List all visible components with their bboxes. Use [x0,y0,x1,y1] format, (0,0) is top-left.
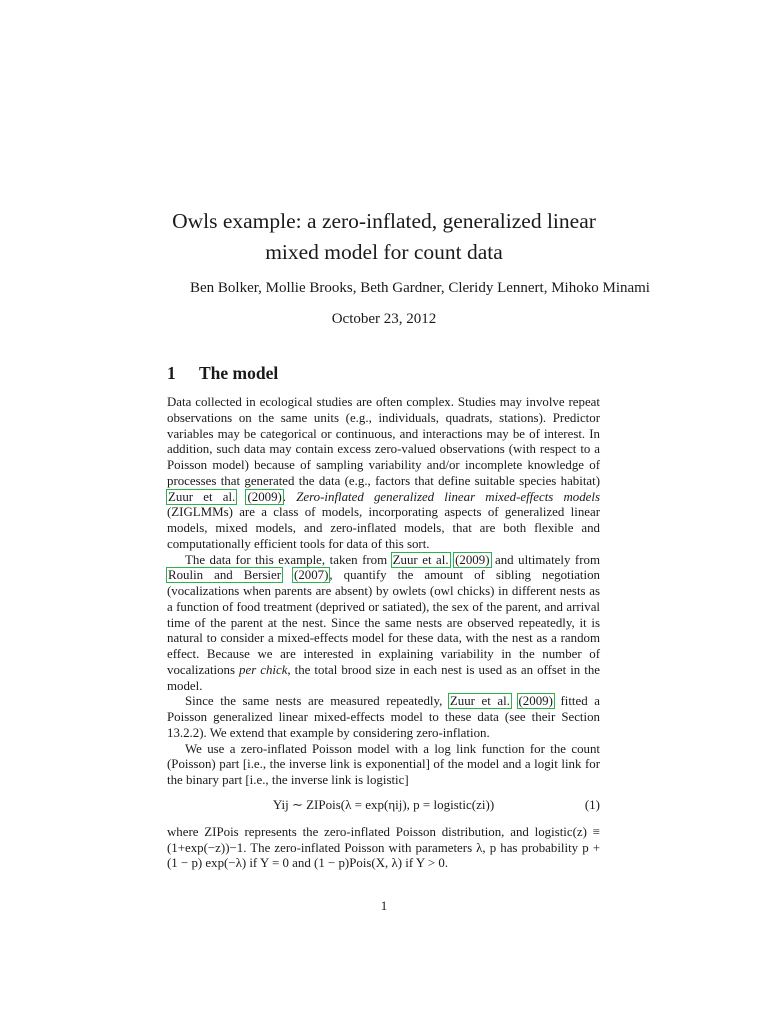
text-run: (ZIGLMMs) are a class of models, incorporating aspects of generalized linear models, mixed models, and zero-inflated models, that are both flexible and computationally efficient tools for data of this sort. [167,505,600,551]
paper-title [100,206,668,268]
text-run: . [282,489,297,504]
equation-1 [167,789,600,825]
title-line-1: Owls example: a zero-inflated, generalized linear [172,209,596,233]
section-heading [167,363,278,384]
citation-link[interactable]: Zuur et al. [168,489,236,504]
citation-year-link[interactable]: (2009) [455,552,490,567]
equation-content: Yij ∼ ZIPois(λ = exp(ηij), p = logistic(zi)) [272,796,495,812]
text-run: , the total brood size in each nest is used as an offset in the model. [167,662,600,693]
italic-term: per chick [239,662,288,677]
citation-link[interactable]: Zuur et al. [449,694,510,709]
body-text [167,395,600,872]
page-number: 1 [380,898,388,913]
text-run: Since the same nests are measured repeatedly, [185,694,449,709]
italic-term: Zero-inflated generalized linear mixed-effects models [296,489,600,504]
paragraph-2 [167,553,600,695]
section-title: The model [199,363,279,383]
paragraph-4: We use a zero-inflated Poisson model with a log link function for the count (Poisson) part [i.e., the inverse link is exponential] of the model and a logit link for the binary part [i.e., the inverse link is logistic] [167,741,600,787]
citation-link[interactable]: Roulin and Bersier [168,568,281,583]
text-run: , quantify the amount of sibling negotiation (vocalizations when parents are absent) by owlets (owl chicks) in different nests as a function of food treatment (deprived or satiated), the sex of the parent, and arrival time of the parent at the nest. Since the same nests are observed repeatedly, it is natural to consider a mixed-effects model for these data, with the nest as a random effect. Because we are interested in explaining variability in the number of vocalizations [167,568,600,677]
citation-year-link[interactable]: (2007) [294,568,329,583]
text-run: The data for this example, taken from [185,552,392,567]
paragraph-3 [167,694,600,741]
paragraph-1 [167,395,600,553]
title-line-2: mixed model for count data [265,240,503,264]
author-list: Ben Bolker, Mollie Brooks, Beth Gardner, Cleridy Lennert, Mihoko Minami [190,280,650,296]
text-run: and ultimately from [490,552,600,567]
publication-date: October 23, 2012 [331,311,437,327]
text-run: Data collected in ecological studies are often complex. Studies may involve repeat observations on the same units (e.g., individuals, quadrats, stations). Predictor variables may be categorical or continuous, and interactions may be of interest. In addition, such data may contain excess zero-valued observations (with respect to a Poisson model) because of sampling variability and/or incomplete knowledge of processes that generated the data (e.g., factors that define suitable species habitat) [167,395,600,488]
text-run: fitted a Poisson generalized linear mixed-effects model to these data (see their Section 13.2.2). We extend that example by considering zero-inflation. [167,694,600,740]
equation-number: (1) [584,796,600,812]
citation-year-link[interactable]: (2009) [247,489,282,504]
citation-link[interactable]: Zuur et al. [392,552,449,567]
citation-year-link[interactable]: (2009) [518,694,553,709]
paragraph-5: where ZIPois represents the zero-inflated Poisson distribution, and logistic(z) ≡ (1+exp(−z))−1. The zero-inflated Poisson with parameters λ, p has probability p + (1 − p) exp(−λ) if Y = 0 and (1 − p)Pois(X, λ) if Y > 0. [167,824,600,871]
section-number: 1 [167,363,176,383]
